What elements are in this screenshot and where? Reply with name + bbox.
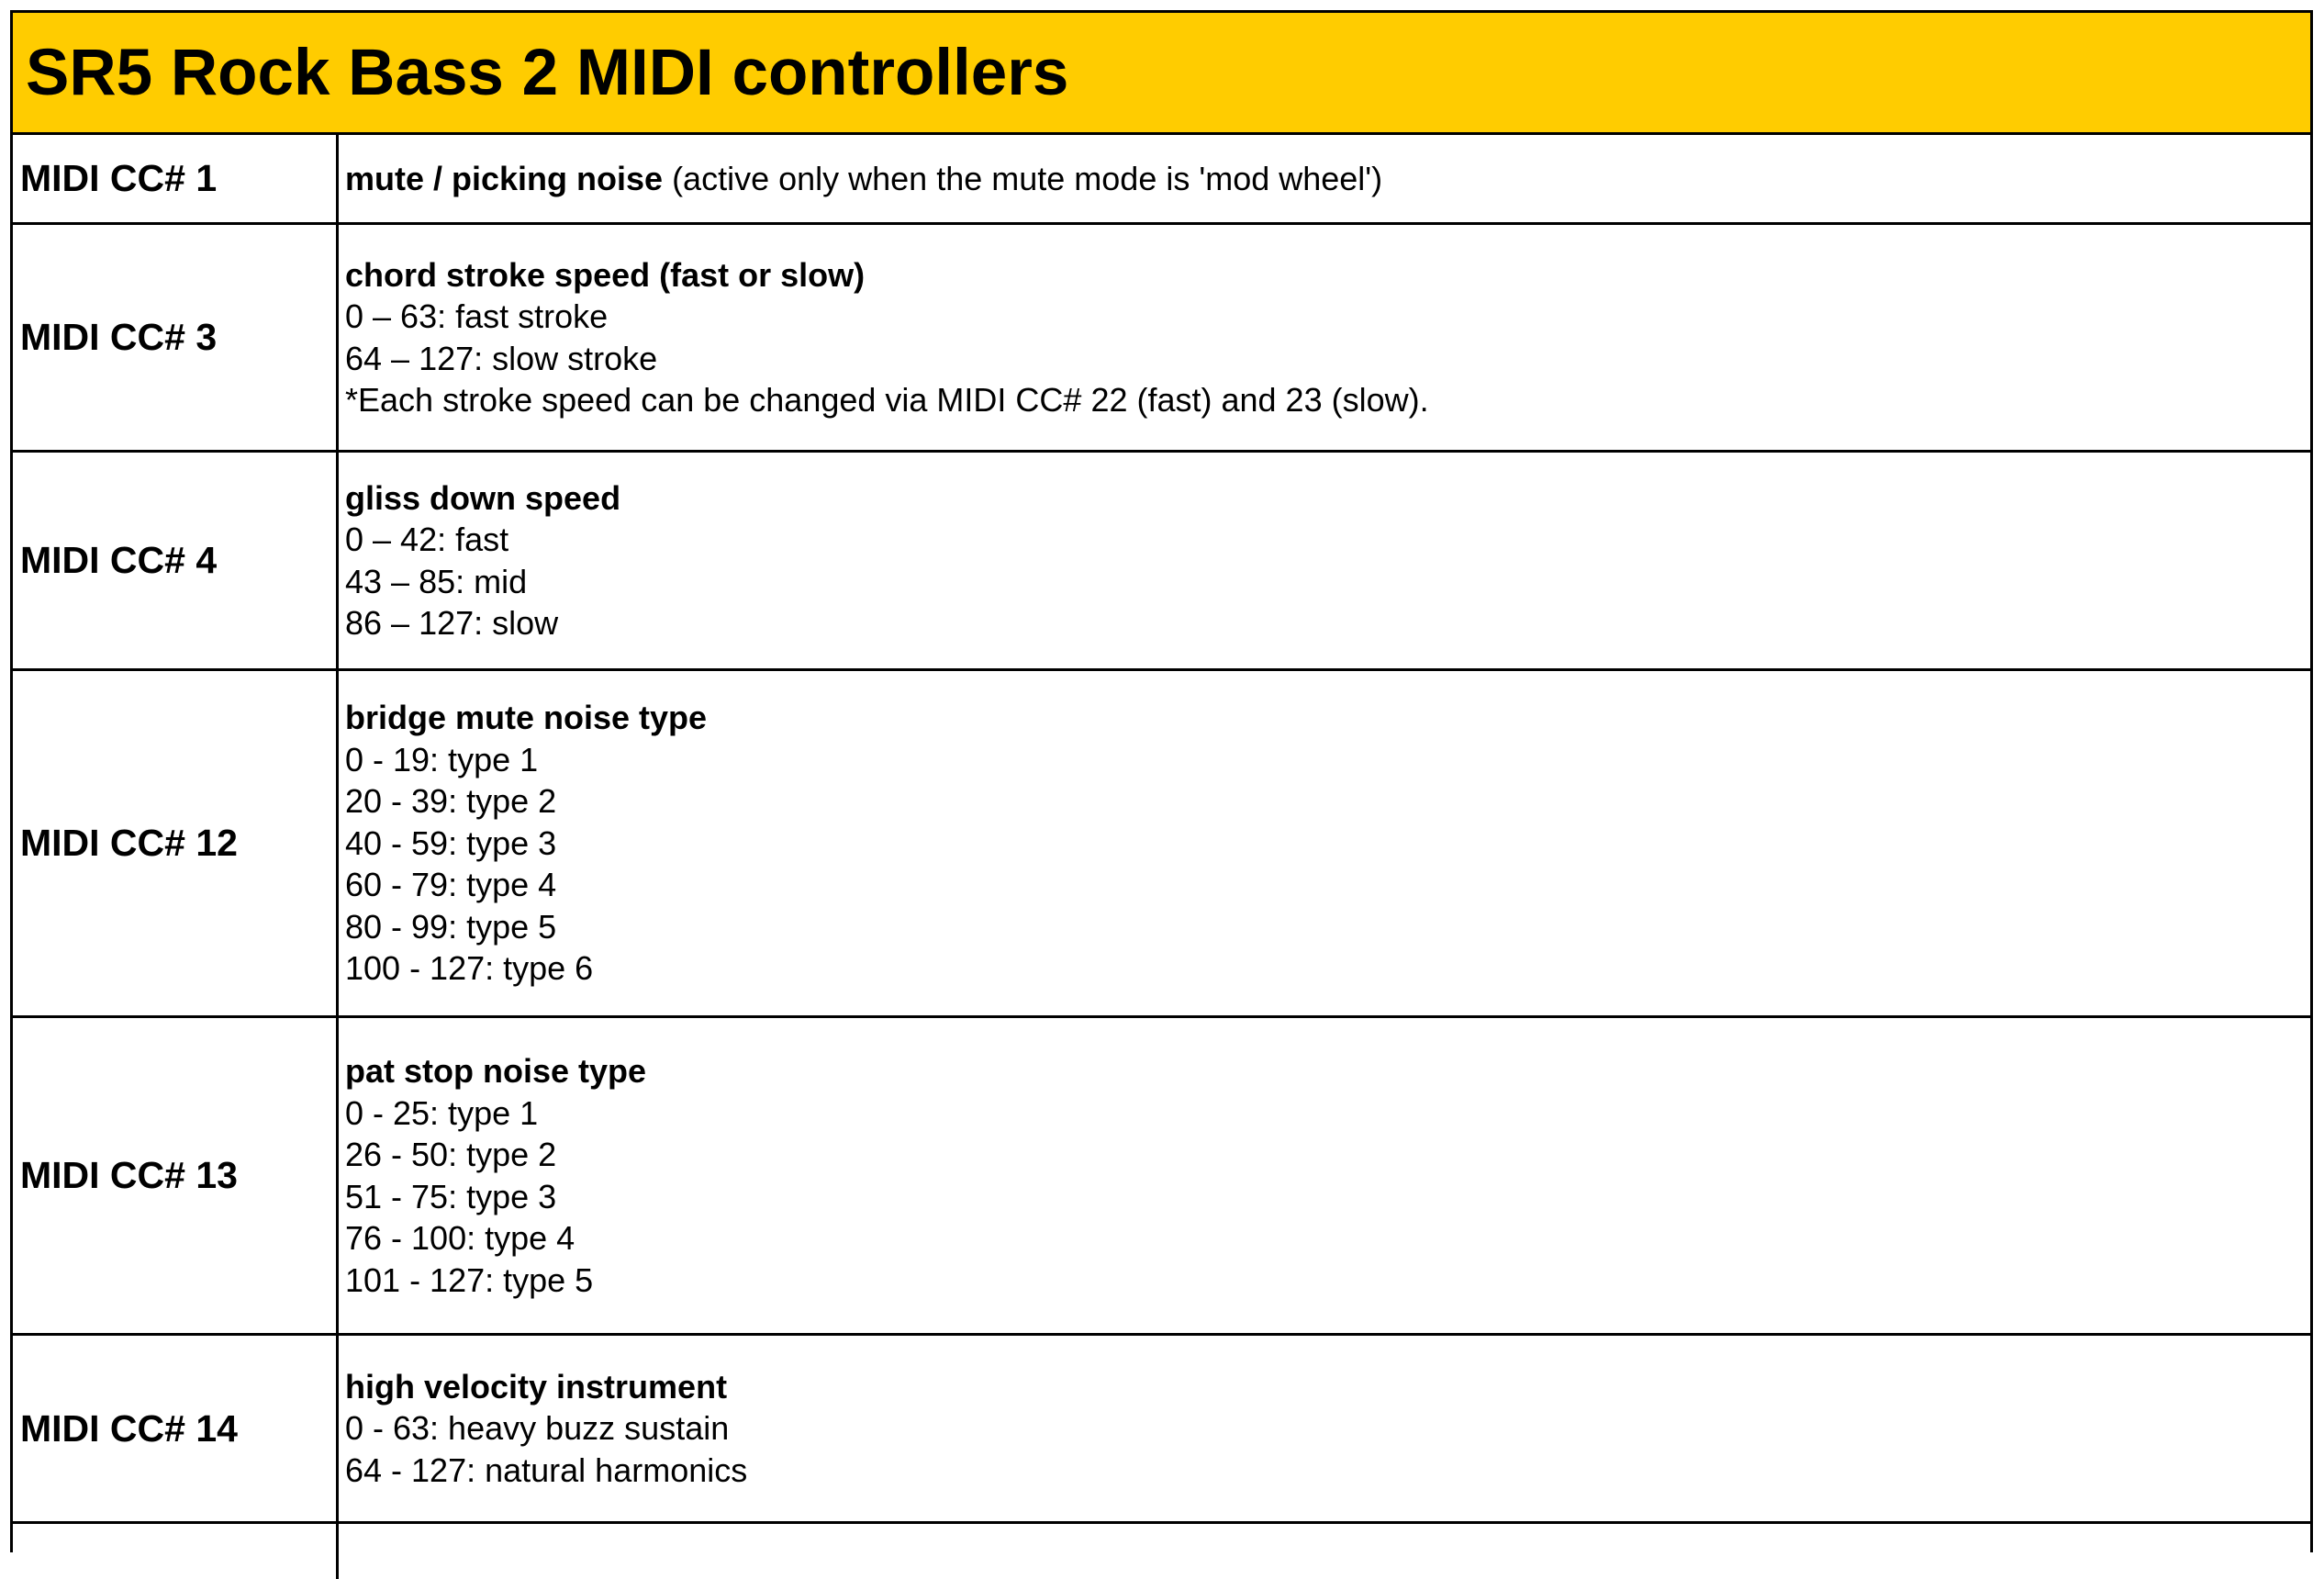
description-heading: pat stop noise type: [345, 1052, 647, 1090]
value-range-line: 64 – 127: slow stroke: [345, 339, 658, 377]
table-row: [13, 1336, 2310, 1524]
page-title: SR5 Rock Bass 2 MIDI controllers: [26, 36, 1069, 109]
cc-number: MIDI CC# 3: [13, 225, 339, 450]
table-row: [13, 671, 2310, 1018]
value-range-line: 20 - 39: type 2: [345, 782, 557, 821]
cc-number-empty: [13, 1524, 339, 1579]
cc-description-empty: [339, 1524, 2310, 1579]
description-heading: high velocity instrument: [345, 1367, 728, 1405]
description-heading: mute / picking noise: [345, 159, 664, 197]
value-range-line: 60 - 79: type 4: [345, 866, 557, 904]
cc-number: MIDI CC# 13: [13, 1018, 339, 1333]
value-range-line: 0 - 25: type 1: [345, 1093, 539, 1132]
value-range-line: 43 – 85: mid: [345, 562, 528, 600]
value-range-line: 64 - 127: natural harmonics: [345, 1450, 748, 1489]
value-range-line: 0 – 42: fast: [345, 521, 509, 558]
table-row: [13, 1524, 2310, 1579]
value-range-line: 86 – 127: slow: [345, 604, 559, 642]
description-heading-line: [345, 158, 2310, 200]
table-row: [13, 453, 2310, 671]
cc-number: MIDI CC# 14: [13, 1336, 339, 1521]
cc-description: [339, 671, 2310, 1015]
controller-table: [10, 10, 2313, 1552]
value-range-line: 0 - 19: type 1: [345, 740, 539, 778]
cc-description: [339, 1018, 2310, 1333]
cc-description: [339, 135, 2310, 222]
value-range-line: 101 - 127: type 5: [345, 1260, 594, 1299]
value-range-line: 100 - 127: type 6: [345, 949, 594, 988]
value-range-line: 51 - 75: type 3: [345, 1177, 557, 1215]
table-row: [13, 135, 2310, 225]
value-range-line: 26 - 50: type 2: [345, 1136, 557, 1173]
value-range-line: 80 - 99: type 5: [345, 907, 557, 946]
value-range-line: 40 - 59: type 3: [345, 823, 557, 862]
cc-number: MIDI CC# 12: [13, 671, 339, 1015]
description-note: (active only when the mute mode is 'mod wheel'): [663, 159, 1383, 197]
value-range-line: 0 - 63: heavy buzz sustain: [345, 1409, 730, 1448]
cc-description: [339, 1336, 2310, 1521]
cc-number: MIDI CC# 4: [13, 453, 339, 668]
title-bar: [13, 13, 2310, 135]
table-row: [13, 1018, 2310, 1336]
value-range-line: 76 - 100: type 4: [345, 1219, 575, 1257]
table-row: [13, 225, 2310, 453]
cc-description: [339, 225, 2310, 450]
description-heading: gliss down speed: [345, 478, 621, 517]
cc-description: [339, 453, 2310, 668]
cc-number: MIDI CC# 1: [13, 135, 339, 222]
value-range-line: *Each stroke speed can be changed via MIDI CC# 22 (fast) and 23 (slow).: [345, 381, 1429, 419]
description-heading: chord stroke speed (fast or slow): [345, 255, 866, 294]
value-range-line: 0 – 63: fast stroke: [345, 297, 609, 335]
description-heading: bridge mute noise type: [345, 699, 708, 737]
